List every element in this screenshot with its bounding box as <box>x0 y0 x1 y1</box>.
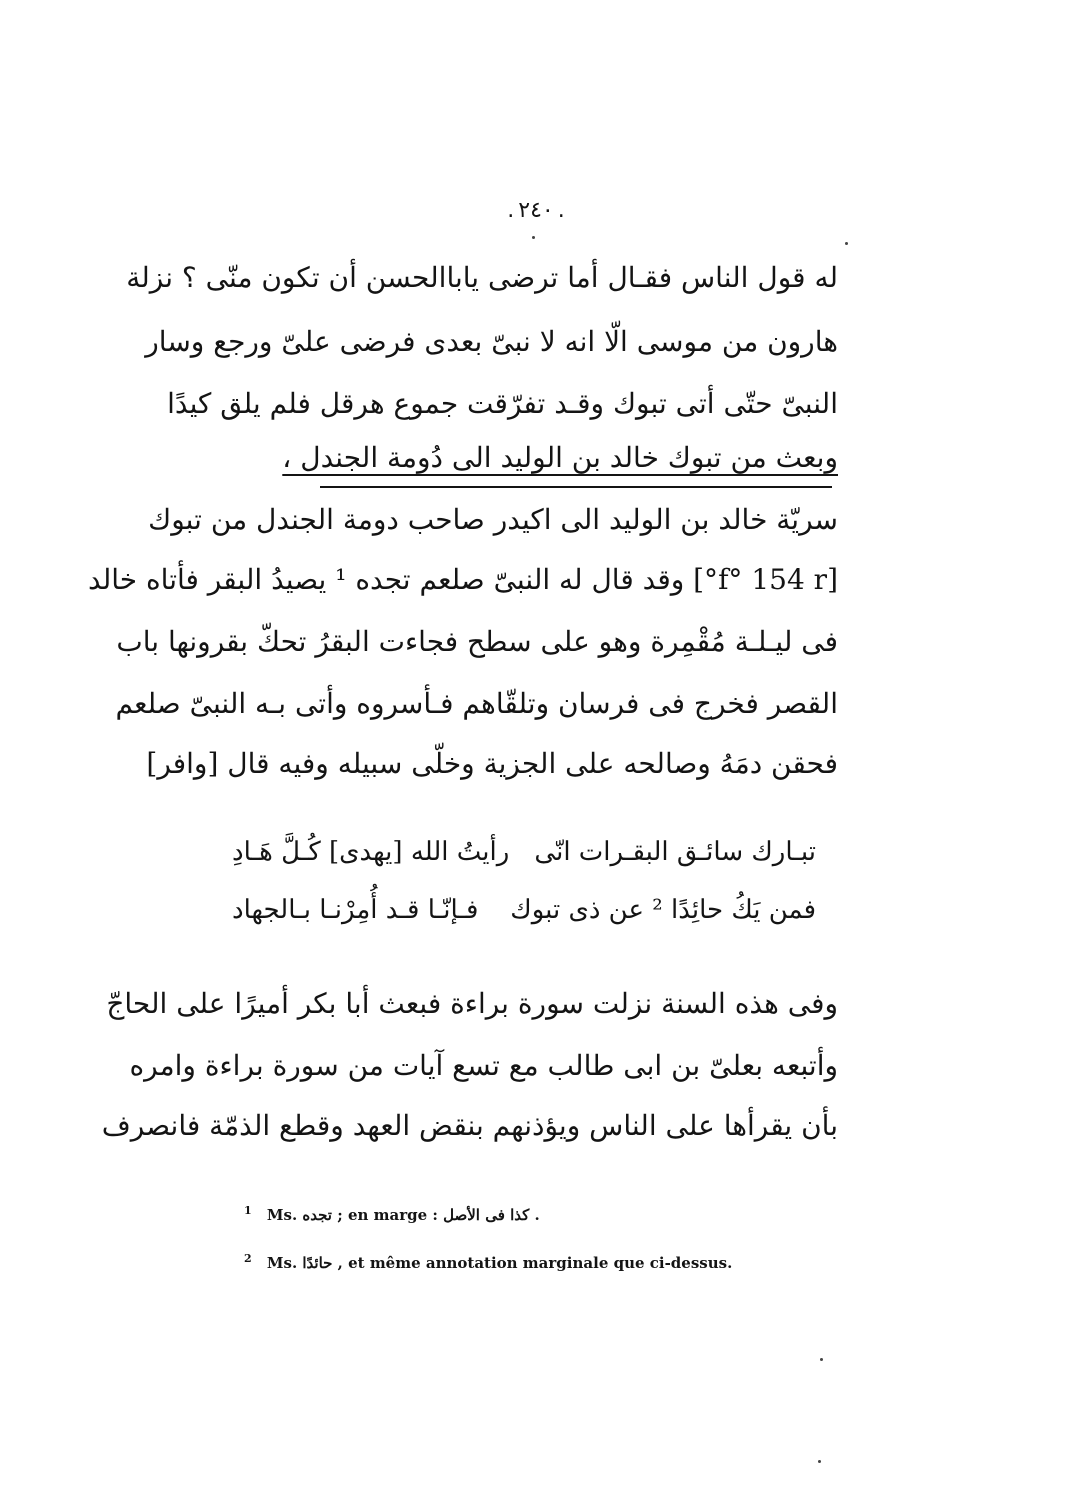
verse-second-hemistich: فـإنّـا قـد أُمِرْنـا بـالجهاد <box>232 895 479 925</box>
scan-speck <box>532 236 535 239</box>
text-line: له قول الناس فقـال أما ترضى ياباالحسن أن تكون منّى ؟ نزلة <box>126 261 838 294</box>
footnote-text: Ms. تجده ; en marge : كذا فى الأصل . <box>266 1206 540 1224</box>
text-line: وأتبعه بعلىّ بن ابى طالب مع تسع آيات من سورة براءة وامره <box>129 1049 838 1082</box>
verse-second-hemistich: رأيتُ الله [يهدى] كُـلَّ هَـادِ <box>232 837 510 867</box>
verse-first-hemistich: تبـارك سائـق البقـرات انّى <box>534 837 816 867</box>
footnote-text: Ms. حائدًا , et même annotation marginale que ci-dessus. <box>266 1254 733 1272</box>
text-line: وفى هذه السنة نزلت سورة براءة فبعث أبا بكر أميرًا على الحاجّ <box>106 987 838 1020</box>
scan-speck <box>818 1460 821 1463</box>
underlined-phrase: وبعث من تبوك خالد بن الوليد الى دُومة الجندل ، <box>282 441 838 474</box>
section-divider <box>320 486 832 488</box>
footnote <box>244 1200 844 1226</box>
text-line: بأن يقرأها على الناس ويؤذنهم بنقض العهد وقطع الذمّة فانصرف <box>101 1109 838 1142</box>
text-line: النبىّ حتّى أتى تبوك وقـد تفرّقت جموع هرقل فلم يلق كيدًا <box>167 387 838 420</box>
text-line: القصر فخرج فى فرسان وتلقّاهم فـأسروه وأتى بـه النبىّ صلعم <box>115 687 838 720</box>
footnote-number: 2 <box>244 1252 252 1265</box>
text-line: فحقن دمَهُ وصالحه على الجزية وخلّى سبيله وفيه قال [وافر] <box>146 747 838 780</box>
footnote-number: 1 <box>244 1204 252 1217</box>
text-line: هارون من موسى الّا انه لا نبىّ بعدى فرضى علىّ ورجع وسار <box>145 325 838 358</box>
text-line: فى ليـلـة مُقْمِرة وهو على سطح فجاءت البقرُ تحكّ بقرونها باب <box>116 625 838 658</box>
verse-first-hemistich: فمن يَكُ حائِدًا ² عن ذى تبوك <box>510 895 816 925</box>
scan-speck <box>820 1358 823 1361</box>
text-line: سريّة خالد بن الوليد الى اكيدر صاحب دومة الجندل من تبوك <box>148 503 838 536</box>
page-number: . ٢٤٠ . <box>486 196 586 226</box>
text-line <box>232 438 838 478</box>
footnote <box>244 1248 844 1274</box>
text-line: [f° 154 r°] وقد قال له النبىّ صلعم تجده ¹ يصيدُ البقر فأتاه خالد <box>88 563 838 596</box>
scan-speck <box>845 242 848 245</box>
